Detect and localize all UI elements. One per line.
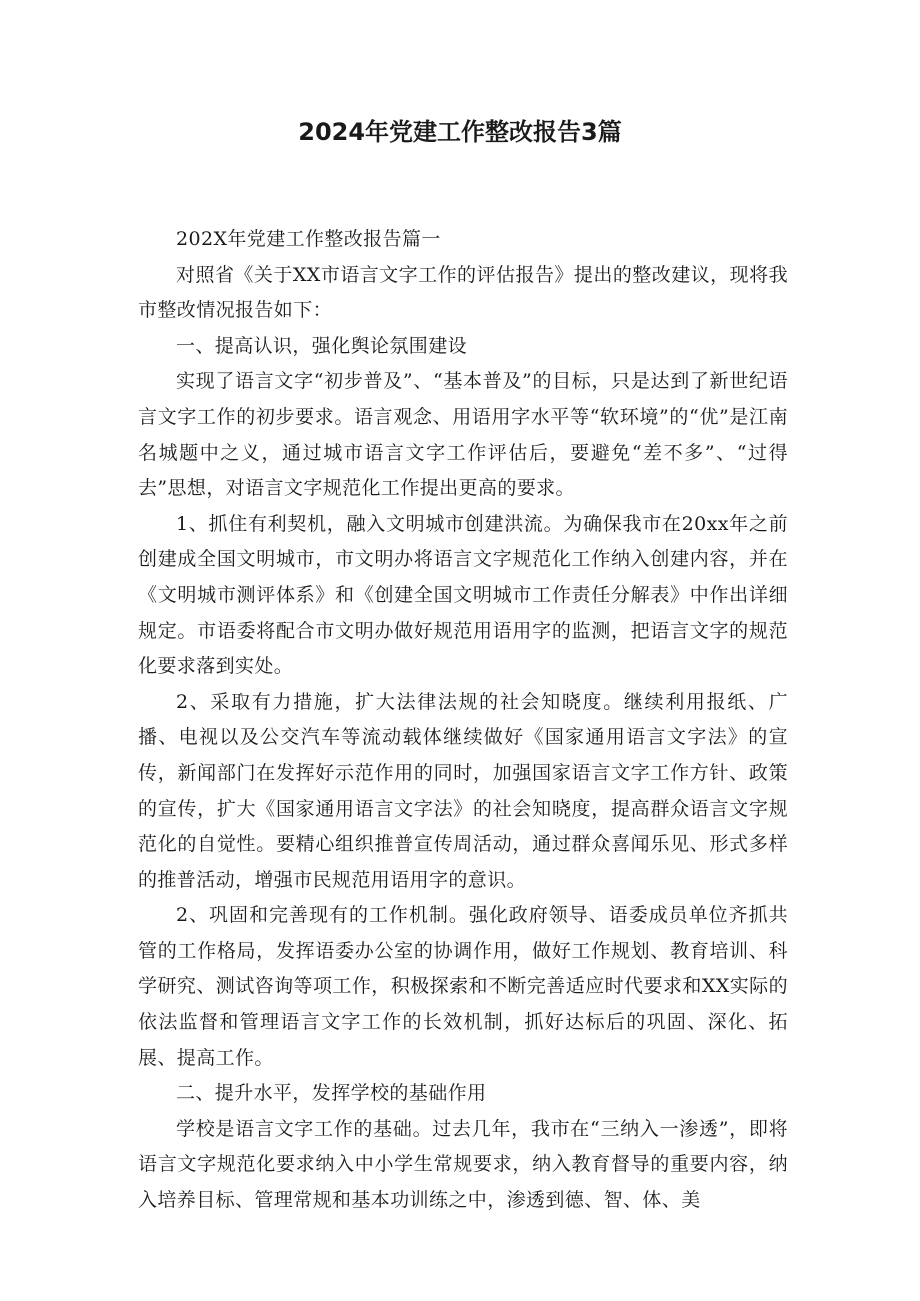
document-body [138,222,788,1219]
body-paragraph: 实现了语言文字“初步普及”、“基本普及”的目标，只是达到了新世纪语言文字工作的初步要求。语言观念、用语用字水平等“软环境”的“优”是江南名城题中之义，通过城市语言文字工作评估后，要避免“差不多”、“过得去”思想，对语言文字规范化工作提出更高的要求。 [138,370,788,500]
document-title: 2024年党建工作整改报告3篇 [298,118,622,146]
section-heading-two: 二、提升水平，发挥学校的基础作用 [176,1082,487,1105]
body-paragraph: 1、抓住有利契机，融入文明城市创建洪流。为确保我市在20xx年之前创建成全国文明城市，市文明办将语言文字规范化工作纳入创建内容，并在《文明城市测评体系》和《创建全国文明城市工作责任分解表》中作出详细规定。市语委将配合市文明办做好规范用语用字的监测，把语言文字的规范化要求落到实处。 [138,512,788,678]
intro-paragraph: 对照省《关于XX市语言文字工作的评估报告》提出的整改建议，现将我市整改情况报告如下： [138,263,788,322]
body-paragraph: 学校是语言文字工作的基础。过去几年，我市在“三纳入一渗透”，即将语言文字规范化要求纳入中小学生常规要求，纳入教育督导的重要内容，纳入培养目标、管理常规和基本功训练之中，渗透到德、智、体、美 [138,1117,788,1212]
body-paragraph: 2、采取有力措施，扩大法律法规的社会知晓度。继续利用报纸、广播、电视以及公交汽车等流动载体继续做好《国家通用语言文字法》的宣传，新闻部门在发挥好示范作用的同时，加强国家语言文字工作方针、政策的宣传，扩大《国家通用语言文字法》的社会知晓度，提高群众语言文字规范化的自觉性。要精心组织推普宣传周活动，通过群众喜闻乐见、形式多样的推普活动，增强市民规范用语用字的意识。 [138,690,788,891]
section-heading-part-one: 202X年党建工作整改报告篇一 [176,228,441,250]
body-paragraph: 2、巩固和完善现有的工作机制。强化政府领导、语委成员单位齐抓共管的工作格局，发挥语委办公室的协调作用，做好工作规划、教育培训、科学研究、测试咨询等项工作，积极探索和不断完善适应时代要求和XX实际的依法监督和管理语言文字工作的长效机制，抓好达标后的巩固、深化、拓展、提高工作。 [138,904,788,1069]
section-heading-one: 一、提高认识，强化舆论氛围建设 [176,334,468,357]
